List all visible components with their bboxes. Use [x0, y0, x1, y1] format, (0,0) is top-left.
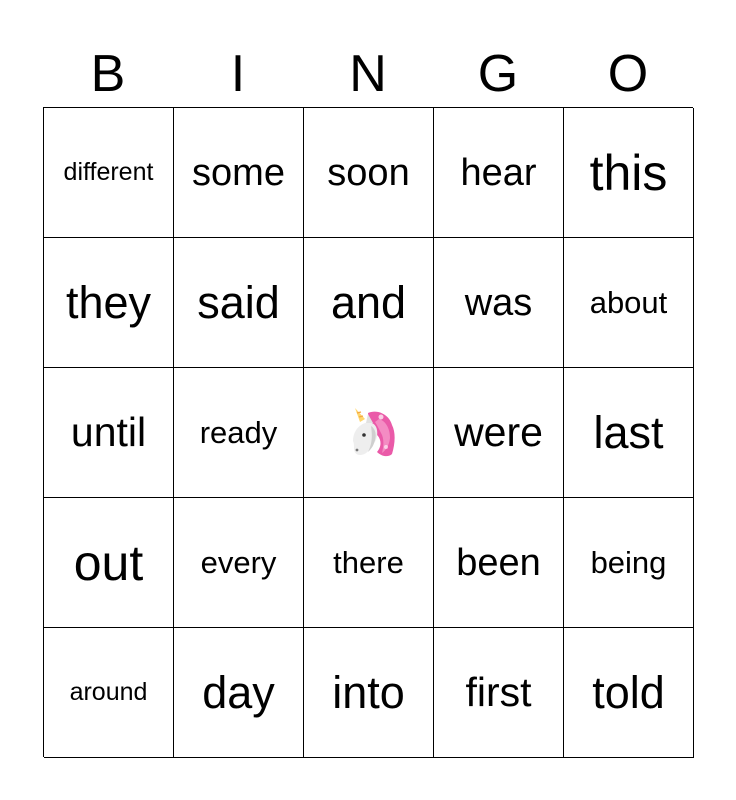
free-space-cell[interactable] — [304, 368, 434, 498]
unicorn-icon — [337, 401, 401, 465]
header-letter-g: G — [477, 45, 519, 103]
bingo-cell[interactable]: about — [564, 238, 694, 368]
bingo-cell[interactable]: this — [564, 108, 694, 238]
bingo-cell[interactable]: there — [304, 498, 434, 628]
bingo-cell[interactable]: until — [44, 368, 174, 498]
bingo-board — [43, 107, 693, 757]
bingo-cell[interactable]: was — [434, 238, 564, 368]
bingo-cell[interactable]: different — [44, 108, 174, 238]
bingo-cell[interactable]: been — [434, 498, 564, 628]
bingo-cell[interactable]: some — [174, 108, 304, 238]
bingo-cell[interactable]: soon — [304, 108, 434, 238]
bingo-cell[interactable]: they — [44, 238, 174, 368]
header-letter-b: B — [90, 45, 126, 103]
bingo-cell[interactable]: day — [174, 628, 304, 758]
bingo-cell[interactable]: ready — [174, 368, 304, 498]
bingo-cell[interactable]: every — [174, 498, 304, 628]
bingo-cell[interactable]: out — [44, 498, 174, 628]
header-letter-i: I — [230, 45, 246, 103]
bingo-cell[interactable]: last — [564, 368, 694, 498]
bingo-header — [43, 44, 693, 104]
bingo-cell[interactable]: around — [44, 628, 174, 758]
header-letter-o: O — [607, 45, 649, 103]
bingo-cell[interactable]: told — [564, 628, 694, 758]
bingo-cell[interactable]: into — [304, 628, 434, 758]
bingo-cell[interactable]: being — [564, 498, 694, 628]
bingo-cell[interactable]: were — [434, 368, 564, 498]
bingo-cell[interactable]: said — [174, 238, 304, 368]
header-letter-n: N — [349, 45, 387, 103]
bingo-cell[interactable]: first — [434, 628, 564, 758]
bingo-cell[interactable]: hear — [434, 108, 564, 238]
bingo-cell[interactable]: and — [304, 238, 434, 368]
